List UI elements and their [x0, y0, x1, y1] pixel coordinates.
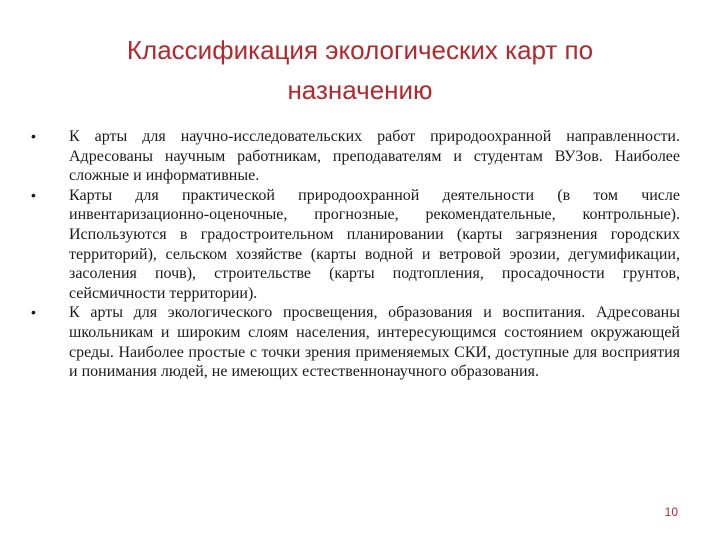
bullet-list [30, 127, 680, 382]
bullet-item [30, 303, 680, 381]
bullet-text: Карты для практической природоохранной деятельности (в том числе инвентаризационно-оценочные, прогнозные, рекомендательные, контрольные). Используются в градостроительном планировании (карты загрязнения городских территорий), сельском хозяйстве (карты водной и ветровой эрозии, дегумификации, засоления почв), строительстве (карты подтопления, просадочности грунтов, сейсмичности территории). [69, 186, 680, 302]
bullet-text: К арты для экологического просвещения, образования и воспитания. Адресованы школьникам и широким слоям населения, интересующимся состоянием окружающей среды. Наиболее простые с точки зрения применяемых СКИ, доступные для восприятия и понимания людей, не имеющих естественнонаучного образования. [69, 304, 680, 381]
slide-title: Классификация экологических карт по назначению [126, 35, 594, 105]
bullet-icon: • [31, 304, 36, 321]
page-number: 10 [664, 505, 678, 519]
bullet-item [30, 186, 680, 304]
bullet-icon: • [31, 128, 36, 144]
bullet-item [30, 127, 680, 186]
bullet-text: К арты для научно-исследовательских работ природоохранной направленности. Адресованы научным работникам, преподавателям и студентам ВУЗов. Наиболее сложные и информативные. [69, 128, 680, 185]
bullet-icon: • [31, 186, 36, 203]
